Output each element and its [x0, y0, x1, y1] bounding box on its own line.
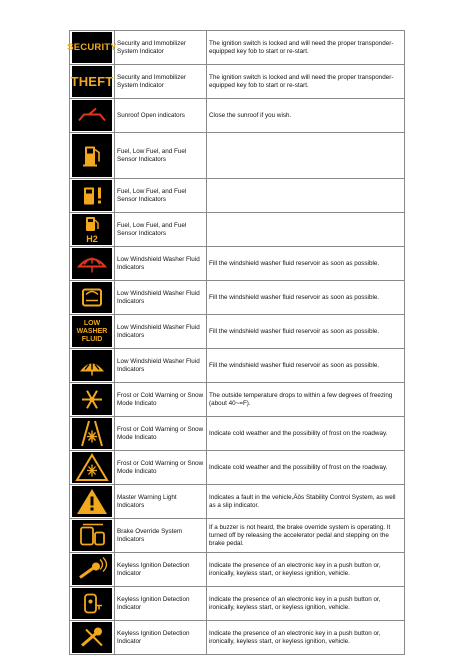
fuel-h2-icon [72, 214, 112, 245]
indicator-name: Frost or Cold Warning or Snow Mode Indicato [115, 383, 207, 417]
table-row [70, 587, 405, 621]
icon-label: LOW [83, 319, 101, 327]
table-row [70, 383, 405, 417]
indicator-name: Low Windshield Washer Fluid Indicators [115, 349, 207, 383]
icon-label: H2 [86, 234, 98, 244]
table-row [70, 621, 405, 655]
low-washer-fluid-text-icon [72, 316, 112, 347]
indicator-description: Indicate the presence of an electronic key in a push button or, ironically, keyless start, or keyless ignition, vehicle. [207, 621, 405, 655]
indicator-name: Keyless Ignition Detection Indicator [115, 621, 207, 655]
indicator-description: The outside temperature drops to within a few degrees of freezing (about 40~=F). [207, 383, 405, 417]
theft-text-icon [72, 66, 112, 97]
indicator-name: Frost or Cold Warning or Snow Mode Indicato [115, 417, 207, 451]
indicator-name: Sunroof Open indicators [115, 99, 207, 133]
table-row [70, 99, 405, 133]
washer-fluid-red-icon [72, 248, 112, 279]
key-strike-icon [72, 622, 112, 653]
table-row [70, 281, 405, 315]
indicator-name: Brake Override System Indicators [115, 519, 207, 553]
indicator-description: Fill the windshield washer fluid reservoir as soon as possible. [207, 315, 405, 349]
indicator-table [69, 30, 405, 655]
master-warning-icon [72, 486, 112, 517]
indicator-description: The ignition switch is locked and will need the proper transponder-equipped key fob to start or re-start. [207, 65, 405, 99]
indicator-name: Fuel, Low Fuel, and Fuel Sensor Indicators [115, 179, 207, 213]
table-row [70, 349, 405, 383]
fuel-pump-icon [72, 134, 112, 177]
indicator-name: Master Warning Light Indicators [115, 485, 207, 519]
icon-cell [70, 315, 115, 349]
indicator-name: Low Windshield Washer Fluid Indicators [115, 281, 207, 315]
road-snow-icon [72, 418, 112, 449]
icon-label: FLUID [81, 335, 103, 343]
indicator-name: Keyless Ignition Detection Indicator [115, 587, 207, 621]
indicator-description: Close the sunroof if you wish. [207, 99, 405, 133]
indicator-name: Fuel, Low Fuel, and Fuel Sensor Indicators [115, 133, 207, 179]
table-row [70, 553, 405, 587]
fuel-warning-icon [72, 180, 112, 211]
icon-label: WASHER [76, 327, 108, 335]
icon-cell [70, 519, 115, 553]
icon-cell [67, 31, 117, 65]
icon-cell [70, 485, 115, 519]
icon-cell [70, 587, 115, 621]
table-row [70, 213, 405, 247]
indicator-description [207, 213, 405, 247]
table-row [70, 519, 405, 553]
icon-cell [70, 417, 115, 451]
icon-cell [70, 133, 115, 179]
indicator-name: Security and Immobilizer System Indicator [115, 31, 207, 65]
icon-cell [70, 349, 115, 383]
icon-label: THEFT [70, 73, 114, 89]
washer-spray-icon [72, 350, 112, 381]
icon-cell [70, 179, 115, 213]
icon-cell [70, 99, 115, 133]
icon-cell [70, 247, 115, 281]
table-row [70, 179, 405, 213]
table-row [70, 417, 405, 451]
table-row [70, 31, 405, 65]
indicator-name: Security and Immobilizer System Indicator [115, 65, 207, 99]
snowflake-icon [72, 384, 112, 415]
indicator-table-body [67, 31, 405, 655]
indicator-description: Indicate the presence of an electronic key in a push button or, ironically, keyless start, or keyless ignition, vehicle. [207, 587, 405, 621]
indicator-name: Frost or Cold Warning or Snow Mode Indicato [115, 451, 207, 485]
icon-cell [70, 213, 115, 247]
table-row [70, 315, 405, 349]
key-fob-icon [72, 588, 112, 619]
indicator-description: Fill the windshield washer fluid reservoir as soon as possible. [207, 281, 405, 315]
icon-cell [70, 451, 115, 485]
key-signal-icon [72, 554, 112, 585]
indicator-name: Fuel, Low Fuel, and Fuel Sensor Indicators [115, 213, 207, 247]
indicator-description [207, 179, 405, 213]
sunroof-icon [72, 100, 112, 131]
indicator-name: Low Windshield Washer Fluid Indicators [115, 247, 207, 281]
icon-cell [70, 621, 115, 655]
indicator-description: Fill the windshield washer fluid reservoir as soon as possible. [207, 349, 405, 383]
triangle-snowflake-icon [72, 452, 112, 483]
indicator-description: Indicate the presence of an electronic key in a push button or, ironically, keyless start, or keyless ignition, vehicle. [207, 553, 405, 587]
table-row [70, 133, 405, 179]
indicator-description: Indicate cold weather and the possibility of frost on the roadway. [207, 417, 405, 451]
table-row [70, 451, 405, 485]
table-row [70, 247, 405, 281]
icon-cell [70, 383, 115, 417]
indicator-description: The ignition switch is locked and will need the proper transponder-equipped key fob to start or re-start. [207, 31, 405, 65]
icon-cell [70, 553, 115, 587]
table-row [70, 485, 405, 519]
indicator-description: Fill the windshield washer fluid reservoir as soon as possible. [207, 247, 405, 281]
icon-cell [70, 281, 115, 315]
security-text-icon [67, 32, 117, 63]
table-row [70, 65, 405, 99]
indicator-description: If a buzzer is not heard, the brake override system is operating. It turned off by releasing the accelerator pedal and stepping on the brake pedal. [207, 519, 405, 553]
washer-fluid-tank-icon [72, 282, 112, 313]
icon-cell [70, 65, 115, 99]
indicator-description [207, 133, 405, 179]
indicator-description: Indicates a fault in the vehicle,Äôs Stability Control System, as well as a slip indicator. [207, 485, 405, 519]
indicator-name: Low Windshield Washer Fluid Indicators [115, 315, 207, 349]
indicator-name: Keyless Ignition Detection Indicator [115, 553, 207, 587]
indicator-description: Indicate cold weather and the possibility of frost on the roadway. [207, 451, 405, 485]
brake-override-icon [72, 520, 112, 551]
icon-label: SECURITY [67, 41, 117, 53]
